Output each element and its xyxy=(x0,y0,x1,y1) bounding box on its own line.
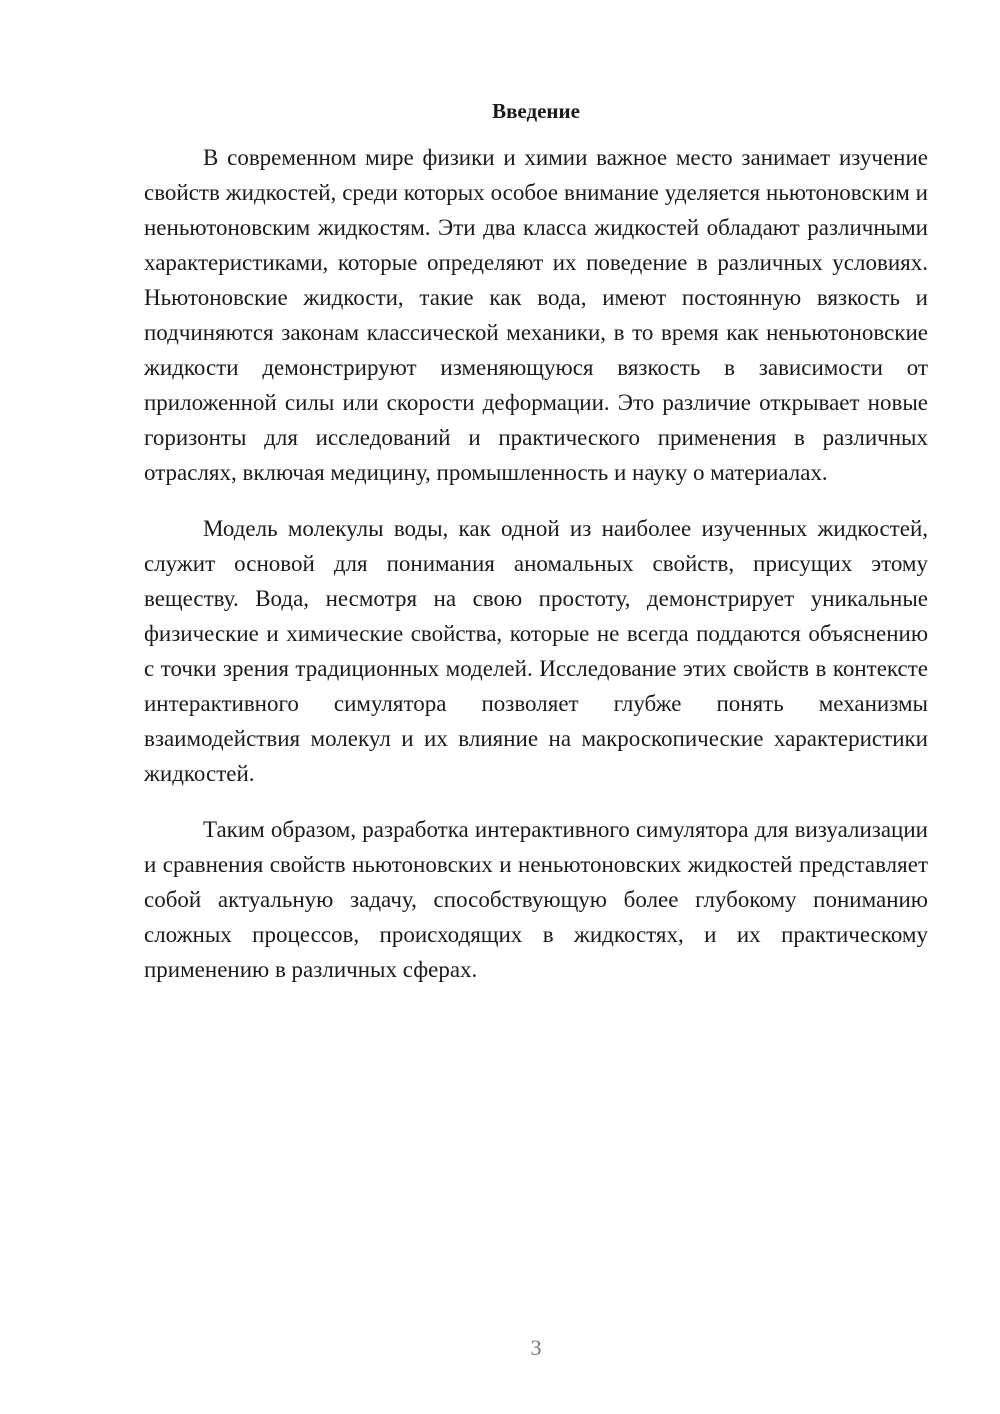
page-content xyxy=(144,95,928,987)
section-title: Введение xyxy=(492,99,580,123)
paragraph-3: Таким образом, разработка интерактивного симулятора для визуализации и сравнения свойств ньютоновских и неньютоновских жидкостей представляет собой актуальную задачу, способствующую более глубокому пониманию сложных процессов, происходящих в жидкостях, и их практическому применению в различных сферах. xyxy=(144,817,928,982)
page-number: 3 xyxy=(530,1335,542,1360)
paragraph-1: В современном мире физики и химии важное место занимает изучение свойств жидкостей, среди которых особое внимание уделяется ньютоновским и неньютоновским жидкостям. Эти два класса жидкостей обладают различными характеристиками, которые определяют их поведение в различных условиях. Ньютоновские жидкости, такие как вода, имеют постоянную вязкость и подчиняются законам классической механики, в то время как неньютоновские жидкости демонстрируют изменяющуюся вязкость в зависимости от приложенной силы или скорости деформации. Это различие открывает новые горизонты для исследований и практического применения в различных отраслях, включая медицину, промышленность и науку о материалах. xyxy=(144,145,928,485)
paragraph-2: Модель молекулы воды, как одной из наиболее изученных жидкостей, служит основой для понимания аномальных свойств, присущих этому веществу. Вода, несмотря на свою простоту, демонстрирует уникальные физические и химические свойства, которые не всегда поддаются объяснению с точки зрения традиционных моделей. Исследование этих свойств в контексте интерактивного симулятора позволяет глубже понять механизмы взаимодействия молекул и их влияние на макроскопические характеристики жидкостей. xyxy=(144,516,928,786)
